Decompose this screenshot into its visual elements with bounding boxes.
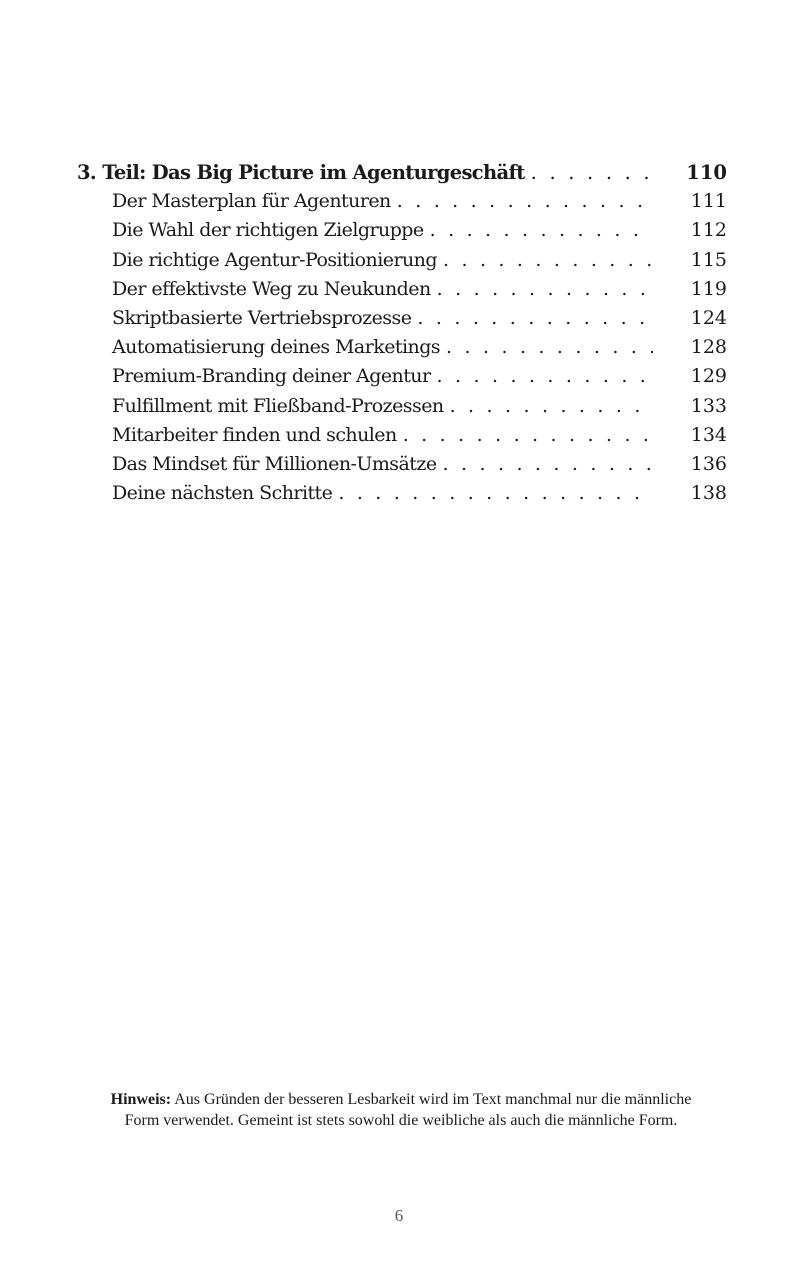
- toc-part-title: 3. Teil: Das Big Picture im Agenturgeschäft: [77, 161, 525, 184]
- toc-chapter-title: Der Masterplan für Agenturen: [112, 190, 391, 213]
- toc-chapter-entry: [77, 362, 727, 391]
- toc-leader-dots: [437, 246, 653, 275]
- toc-chapter-page: 133: [690, 394, 727, 417]
- toc-part-page: 110: [686, 161, 727, 184]
- toc-chapter-entry: [77, 275, 727, 304]
- toc-chapter-page: 115: [690, 248, 727, 271]
- toc-leader-dots: [411, 304, 653, 333]
- toc-part-entry: [77, 158, 727, 187]
- toc-chapter-entry: [77, 392, 727, 421]
- toc-leader-dots: [424, 216, 653, 245]
- toc-chapter-title: Die Wahl der richtigen Zielgruppe: [112, 219, 424, 242]
- toc-chapter-entry: [77, 479, 727, 508]
- toc-chapter-page: 111: [690, 190, 727, 213]
- toc-chapter-entry: [77, 421, 727, 450]
- toc-chapter-entry: [77, 216, 727, 245]
- toc-chapter-title: Fulfillment mit Fließband-Prozessen: [112, 394, 444, 417]
- toc-chapter-page: 138: [690, 482, 727, 505]
- note-paragraph: [100, 1090, 702, 1131]
- toc-leader-dots: [431, 362, 653, 391]
- toc-leader-dots: [397, 421, 653, 450]
- toc-leader-dots: [431, 275, 653, 304]
- page-number: 6: [394, 1206, 404, 1225]
- toc-chapter-page: 119: [690, 277, 727, 300]
- toc-chapter-page: 134: [690, 423, 727, 446]
- toc-leader-dots: [391, 187, 653, 216]
- toc-chapter-entry: [77, 450, 727, 479]
- toc-leader-dots: [332, 479, 653, 508]
- toc-chapter-page: 124: [690, 306, 727, 329]
- note-label: Hinweis:: [110, 1091, 172, 1108]
- toc-chapter-title: Automatisierung deines Marketings: [112, 336, 441, 359]
- toc-chapter-entry: [77, 304, 727, 333]
- table-of-contents: [77, 158, 727, 508]
- toc-chapter-page: 136: [690, 452, 727, 475]
- toc-chapter-title: Das Mindset für Millionen-Umsätze: [112, 452, 437, 475]
- toc-chapter-title: Der effektivste Weg zu Neukunden: [112, 277, 431, 300]
- toc-leader-dots: [444, 392, 653, 421]
- toc-chapter-title: Deine nächsten Schritte: [112, 482, 333, 505]
- toc-leader-dots: [440, 333, 653, 362]
- toc-leader-dots: [437, 450, 653, 479]
- toc-chapter-title: Premium-Branding deiner Agentur: [112, 365, 431, 388]
- toc-chapter-title: Skriptbasierte Vertriebsprozesse: [112, 306, 412, 329]
- toc-chapter-title: Die richtige Agentur-Positionierung: [112, 248, 437, 271]
- toc-chapter-page: 128: [690, 336, 727, 359]
- toc-chapter-page: 129: [690, 365, 727, 388]
- toc-chapter-list: [77, 187, 727, 508]
- toc-chapter-title: Mitarbeiter finden und schulen: [112, 423, 397, 446]
- toc-chapter-entry: [77, 246, 727, 275]
- toc-chapter-page: 112: [690, 219, 727, 242]
- toc-chapter-entry: [77, 333, 727, 362]
- toc-leader-dots: [525, 158, 653, 187]
- toc-chapter-entry: [77, 187, 727, 216]
- note-text: Aus Gründen der besseren Lesbarkeit wird im Text manchmal nur die männliche Form verwendet. Gemeint ist stets sowohl die weibliche als auch die männliche Form.: [124, 1091, 692, 1129]
